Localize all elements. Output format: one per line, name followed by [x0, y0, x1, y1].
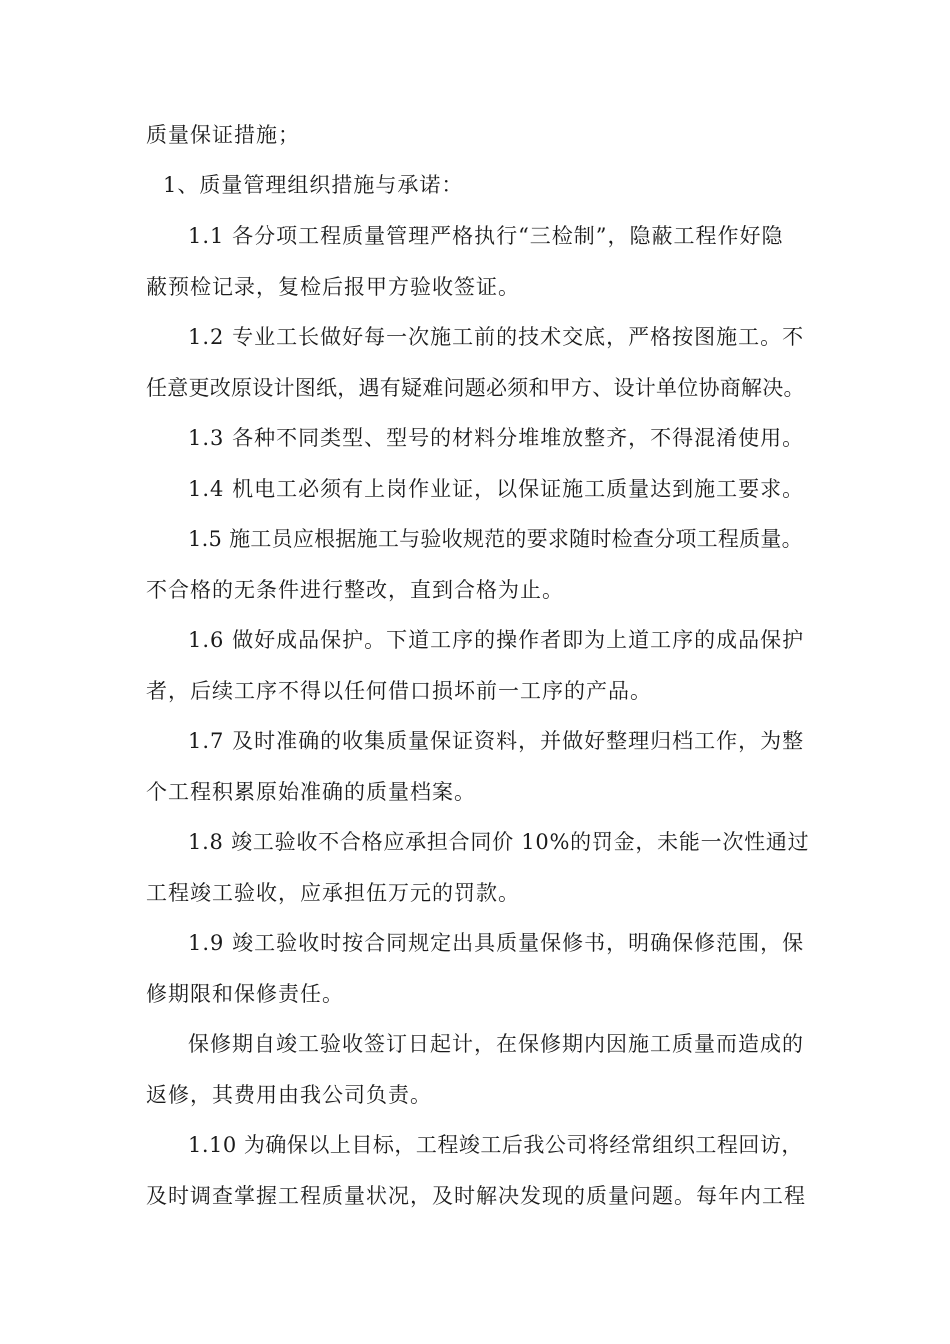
text-line: 1.9 竣工验收时按合同规定出具质量保修书，明确保修范围，保: [188, 931, 805, 955]
text-line: 个工程积累原始准确的质量档案。: [146, 780, 476, 804]
text-line: 工程竣工验收，应承担伍万元的罚款。: [146, 881, 520, 905]
text-line: 不合格的无条件进行整改，直到合格为止。: [146, 578, 564, 602]
text-line: 保修期自竣工验收签订日起计，在保修期内因施工质量而造成的: [188, 1032, 804, 1056]
text-line: 蔽预检记录，复检后报甲方验收签证。: [146, 275, 520, 299]
text-line: 1.1 各分项工程质量管理严格执行“三检制”，隐蔽工程作好隐: [188, 224, 784, 248]
text-line: 1.8 竣工验收不合格应承担合同价 10%的罚金，未能一次性通过: [188, 830, 810, 854]
text-line: 质量保证措施；: [146, 123, 300, 147]
text-line: 1.3 各种不同类型、型号的材料分堆堆放整齐，不得混淆使用。: [188, 426, 805, 450]
text-line: 返修，其费用由我公司负责。: [146, 1083, 432, 1107]
text-line: 修期限和保修责任。: [146, 982, 344, 1006]
text-line: 1.6 做好成品保护。下道工序的操作者即为上道工序的成品保护: [188, 628, 805, 652]
text-line: 及时调查掌握工程质量状况，及时解决发现的质量问题。每年内工程: [146, 1184, 806, 1208]
text-line: 者，后续工序不得以任何借口损坏前一工序的产品。: [146, 679, 652, 703]
text-line: 任意更改原设计图纸，遇有疑难问题必须和甲方、设计单位协商解决。: [146, 376, 805, 400]
text-line: 1.4 机电工必须有上岗作业证，以保证施工质量达到施工要求。: [188, 477, 805, 501]
text-line: 1.2 专业工长做好每一次施工前的技术交底，严格按图施工。不: [188, 325, 805, 349]
text-line: 1.10 为确保以上目标，工程竣工后我公司将经常组织工程回访，: [188, 1133, 803, 1157]
section-heading: 1、质量管理组织措施与承诺：: [163, 173, 464, 197]
text-line: 1.7 及时准确的收集质量保证资料，并做好整理归档工作，为整: [188, 729, 805, 753]
text-line: 1.5 施工员应根据施工与验收规范的要求随时检查分项工程质量。: [188, 527, 803, 551]
